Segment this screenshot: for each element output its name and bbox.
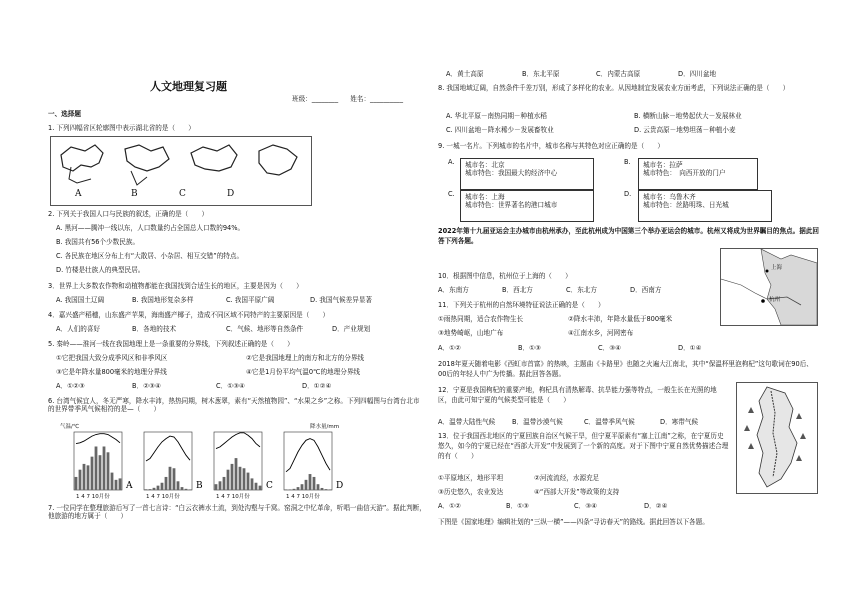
card-a-name: 城市名：北京 bbox=[465, 161, 505, 169]
question-12: 12．宁夏是我国枸杞的重要产地，枸杞具有清热解毒、抗旱能力强等特点，一般生长在光照的地区，由此可知宁夏的气候类型可能是（ ） bbox=[438, 386, 717, 404]
precip-bar bbox=[215, 484, 218, 490]
chart-x-c: 1 4 7 10月份 bbox=[216, 494, 250, 500]
card-b-feature: 城市特色： 向西开放的门户 bbox=[643, 169, 726, 178]
chart-letter: C bbox=[266, 481, 273, 491]
climate-chart-group bbox=[60, 424, 360, 500]
q12-option-a: A．温带大陆性气候 bbox=[438, 418, 496, 426]
card-c-name: 城市名：上海 bbox=[465, 193, 505, 201]
precip-bar bbox=[79, 470, 82, 490]
chart-frame bbox=[144, 432, 192, 490]
q5-item-4: ④它是1月份平均气温0℃的地理分界线 bbox=[246, 368, 361, 376]
precip-bar bbox=[321, 488, 324, 490]
chart-x-a: 1 4 7 10月份 bbox=[76, 494, 110, 500]
precip-bar bbox=[119, 478, 122, 490]
precip-bar bbox=[103, 447, 106, 491]
chart-letter: D bbox=[336, 481, 344, 491]
q12-option-b: B．温带沙漠气候 bbox=[512, 418, 563, 426]
card-b-letter: B. bbox=[624, 158, 631, 166]
precip-bar bbox=[285, 489, 288, 490]
q5-item-1: ①它把我国大致分成季风区和非季风区 bbox=[56, 354, 168, 362]
card-a-feature: 城市特色：我国最大的经济中心 bbox=[465, 169, 558, 178]
outline-label-d: D bbox=[227, 189, 235, 199]
q13-item-3: ③历史悠久，农业发达 bbox=[438, 488, 504, 496]
q13-item-2: ②河流流经，水源充足 bbox=[534, 474, 600, 482]
q8-option-b: B. 横断山脉－地势起伏大－发展林业 bbox=[634, 112, 742, 120]
q11-option-b: B．①③ bbox=[518, 344, 541, 352]
precip-bar bbox=[153, 488, 156, 490]
q3-option-d: D. 我国气候差异显著 bbox=[310, 296, 373, 304]
q2-option-a: A. 黑河——腾冲一线以东，人口数量约占全国总人口数的94%。 bbox=[56, 224, 245, 232]
q13-option-d: D．②④ bbox=[644, 502, 668, 510]
precip-bar bbox=[325, 489, 328, 490]
map-label-hangzhou: 杭州 bbox=[769, 297, 781, 303]
precip-bar bbox=[235, 458, 238, 490]
q11-option-d: D．①④ bbox=[678, 344, 702, 352]
precip-bar bbox=[75, 477, 78, 490]
q10-option-c: C．东北方 bbox=[566, 286, 597, 294]
card-a-letter: A. bbox=[448, 158, 455, 166]
precip-bar bbox=[259, 486, 262, 490]
province-outline-figure bbox=[50, 136, 312, 206]
precip-bar bbox=[223, 477, 226, 490]
q4-option-d: D．产业规划 bbox=[332, 325, 371, 333]
passage-ningxia: 2018年夏天随着电影《西虹市首富》的热映，主题曲《卡路里》也随之火遍大江南北，其中“保温杯里泡枸杞”这句歌词在90后、00后的年轻人中广为传播。据此回答各题。 bbox=[438, 360, 813, 378]
precip-bar bbox=[231, 464, 234, 490]
chart-letter: B bbox=[196, 481, 203, 491]
precip-bar bbox=[317, 484, 320, 490]
precip-bar bbox=[181, 487, 184, 490]
ningxia-map bbox=[736, 382, 818, 494]
q4-option-a: A．人们的喜好 bbox=[56, 325, 101, 333]
precip-bar bbox=[165, 477, 168, 490]
question-1: 1. 下列四幅省区轮廓图中表示湖北省的是（ ） bbox=[48, 124, 195, 132]
precip-bar bbox=[115, 480, 118, 490]
card-d-letter: D. bbox=[624, 190, 632, 198]
q13-item-1: ①平原地区，地形平坦 bbox=[438, 474, 504, 482]
q3-option-a: A. 我国国土辽阔 bbox=[56, 296, 105, 304]
precip-bar bbox=[309, 474, 312, 490]
hangzhou-map bbox=[720, 248, 818, 326]
q11-option-c: C．③④ bbox=[598, 344, 622, 352]
chart-frame bbox=[214, 432, 262, 490]
q11-item-4: ④江南水乡，河网密布 bbox=[568, 329, 634, 337]
q13-option-c: C．③④ bbox=[574, 502, 598, 510]
outline-label-b: B bbox=[131, 189, 138, 199]
passage-spring-routes: 下图是《国家地理》编辑社划的“三纵一横”——四条“寻访春天”的路线。据此回答以下各题。 bbox=[438, 518, 709, 526]
card-b-name: 城市名：拉萨 bbox=[643, 161, 683, 169]
q7-option-c: C．内蒙古高原 bbox=[596, 70, 641, 78]
precip-bar bbox=[83, 464, 86, 490]
climate-charts bbox=[60, 424, 360, 500]
card-c-letter: C. bbox=[448, 190, 455, 198]
precip-bar bbox=[289, 489, 292, 490]
chart-letter: A bbox=[126, 481, 133, 491]
q11-item-3: ③地势崎岖，山地广布 bbox=[438, 329, 504, 337]
q5-item-2: ②它是我国地理上的南方和北方的分界线 bbox=[246, 354, 365, 362]
q10-option-d: D．西南方 bbox=[630, 286, 662, 294]
precip-bar bbox=[149, 489, 152, 490]
question-6: 6. 台湾气候宜人，冬无严寒，降水丰沛，热热同期，树木葱翠，素有“天然植物园”、“水果之乡”之称。下列四幅图与台湾台北市的世界带季风气候相符的是—（ ） bbox=[48, 397, 420, 414]
q13-option-b: B．①③ bbox=[506, 502, 529, 510]
chart-x-d: 1 4 7 10月份 bbox=[286, 494, 320, 500]
q4-option-c: C．气候、地形等自然条件 bbox=[226, 325, 304, 333]
section-heading: 一、选择题 bbox=[48, 110, 81, 118]
question-5: 5. 秦岭——淮河一线在我国地理上是一条重要的分界线，下列叙述正确的是（ ） bbox=[48, 340, 294, 348]
q7-option-a: A．黄土高原 bbox=[446, 70, 484, 78]
q7-option-d: D．四川盆地 bbox=[678, 70, 717, 78]
question-9: 9. 一城一名片。下列城市的名片中，城市名称与其特色对应正确的是（ ） bbox=[438, 142, 664, 150]
q8-option-d: D. 云贵高原－地势坦荡－种植小麦 bbox=[634, 126, 736, 134]
precip-bar bbox=[329, 489, 332, 490]
precip-bar bbox=[301, 484, 304, 490]
city-card-d bbox=[638, 190, 772, 222]
precip-bar bbox=[169, 467, 172, 490]
map-label-shanghai: 上海 bbox=[771, 265, 783, 271]
climate-chart-b bbox=[144, 432, 203, 491]
q7-option-b: B．东北平原 bbox=[522, 70, 560, 78]
precip-bar bbox=[251, 478, 254, 490]
temperature-line bbox=[216, 433, 260, 449]
q5-option-d: D．①②④ bbox=[302, 382, 332, 390]
q3-option-b: B. 我国地形复杂多样 bbox=[132, 296, 194, 304]
outline-label-c: C bbox=[179, 189, 186, 199]
passage-hangzhou: 2022年第十九届亚运会主办城市由杭州承办，至此杭州成为中国第三个举办亚运会的城市。杭州又将成为世界瞩目的焦点。据此回答下列各题。 bbox=[438, 227, 820, 246]
q2-option-d: D. 竹楼是壮族人的典型民居。 bbox=[56, 266, 145, 274]
q5-option-c: C．①③④ bbox=[216, 382, 245, 390]
q5-item-3: ③它是年降水量800毫米的地理分界线 bbox=[56, 368, 167, 376]
city-card-a bbox=[460, 158, 594, 190]
q8-option-c: C. 四川盆地－降水稀少－发展畜牧业 bbox=[446, 126, 554, 134]
outline-label-a: A bbox=[75, 189, 82, 199]
question-7: 7. 一位同学在整理旅游后写了一首七言诗：“白云衣裤水土流，到处沟壑与千窝。窑洞之中忆革命，听唱一曲信天游”。据此判断，他旅游的地方属于（ ） bbox=[48, 504, 426, 521]
card-d-name: 城市名：乌鲁木齐 bbox=[643, 193, 696, 201]
q13-option-a: A．①② bbox=[438, 502, 461, 510]
temperature-line bbox=[286, 439, 330, 472]
precip-bar bbox=[297, 487, 300, 490]
precip-bar bbox=[99, 455, 102, 490]
left-column bbox=[48, 0, 426, 608]
q11-option-a: A．①② bbox=[438, 344, 461, 352]
chart-x-b: 1 4 7 10月份 bbox=[146, 494, 180, 500]
climate-chart-d bbox=[284, 432, 343, 491]
q12-option-d: D．寒带气候 bbox=[660, 418, 699, 426]
precip-bar bbox=[157, 486, 160, 490]
page-title: 人文地理复习题 bbox=[150, 80, 227, 93]
question-4: 4．嘉兴盛产稻穗，山东盛产苹果，海南盛产椰子，造成不同区域不同特产的主要原因是（ ） bbox=[48, 311, 330, 319]
climate-chart-c bbox=[214, 432, 273, 491]
precip-bar bbox=[177, 481, 180, 490]
class-label: 班级：________ bbox=[292, 95, 339, 103]
card-d-feature: 城市特色：丝路明珠、日光城 bbox=[643, 201, 729, 210]
question-10: 10．根据图中信息，杭州位于上海的（ ） bbox=[438, 272, 572, 280]
precip-bar bbox=[247, 473, 250, 490]
q10-option-a: A．东南方 bbox=[438, 286, 469, 294]
precip-bar bbox=[239, 467, 242, 490]
q2-option-b: B. 我国共有56个少数民族。 bbox=[56, 238, 140, 246]
q11-item-2: ②降水丰沛，年降水量低于800毫米 bbox=[568, 315, 673, 323]
precip-bar bbox=[305, 480, 308, 490]
precip-bar bbox=[293, 489, 296, 490]
city-card-c bbox=[460, 190, 594, 222]
precip-bar bbox=[255, 483, 258, 490]
q2-option-c: C. 各民族在地区分布上有“大散居、小杂居、相互交错”的特点。 bbox=[56, 252, 244, 260]
q12-option-c: C．温带季风气候 bbox=[584, 418, 635, 426]
precip-bar bbox=[243, 468, 246, 490]
precip-bar bbox=[91, 457, 94, 490]
precip-bar bbox=[313, 477, 316, 490]
question-11: 11．下列关于杭州的自然环境特征说法正确的是（ ） bbox=[438, 301, 605, 309]
ningxia-map-svg bbox=[737, 383, 817, 493]
card-c-feature: 城市特色：世界著名的港口城市 bbox=[465, 201, 558, 210]
precip-bar bbox=[189, 489, 192, 490]
q5-option-b: B．②③④ bbox=[132, 382, 161, 390]
precip-bar bbox=[161, 483, 164, 490]
precip-bar bbox=[227, 470, 230, 490]
temperature-line bbox=[146, 436, 190, 461]
q3-option-c: C. 我国平原广阔 bbox=[226, 296, 275, 304]
name-label: 姓名：__________ bbox=[350, 95, 404, 103]
question-2: 2. 下列关于我国人口与民族的叙述，正确的是（ ） bbox=[48, 210, 209, 218]
q11-item-1: ①雨热同期，适合农作物生长 bbox=[438, 315, 524, 323]
precip-bar bbox=[173, 468, 176, 490]
precip-bar bbox=[145, 489, 148, 490]
chart-y2-label: 降水量/mm bbox=[310, 424, 340, 430]
q8-option-a: A. 华北平原－南热同期－种植水稻 bbox=[446, 112, 547, 120]
chart-y-label: 气温/℃ bbox=[60, 424, 80, 430]
q4-option-b: B．各地的技术 bbox=[132, 325, 177, 333]
q10-option-b: B．西北方 bbox=[502, 286, 533, 294]
hangzhou-map-svg bbox=[721, 249, 817, 325]
question-13: 13．位于我国西北地区的宁夏回族自治区气候干旱，但宁夏平原素有“塞上江南”之称，在宁夏历史悠久，如今的宁夏已经在“西部大开发”中发展到了一个新的高度。对于下图中宁夏自然优势描述合理的有（ ） bbox=[438, 432, 729, 460]
precip-bar bbox=[185, 489, 188, 490]
city-card-b bbox=[638, 158, 758, 190]
precip-bar bbox=[111, 473, 114, 490]
precip-bar bbox=[107, 452, 110, 490]
q5-option-a: A．①②③ bbox=[56, 382, 85, 390]
precip-bar bbox=[87, 465, 90, 490]
question-8: 8. 我国地域辽阔，自然条件千差万别，形成了多样化的农业。从因地制宜发展农业方面考虑，下列说法正确的是（ ） bbox=[438, 84, 790, 92]
question-3: 3．世界上大多数农作物和动植物都能在我国找到合适生长的地区，主要是因为（ ） bbox=[48, 282, 303, 290]
precip-bar bbox=[219, 481, 222, 490]
right-column bbox=[438, 0, 820, 608]
precip-bar bbox=[95, 447, 98, 491]
climate-chart-a bbox=[74, 432, 133, 491]
temperature-line bbox=[76, 434, 120, 444]
q13-item-4: ④“西部大开发”等政策的支持 bbox=[534, 488, 620, 496]
